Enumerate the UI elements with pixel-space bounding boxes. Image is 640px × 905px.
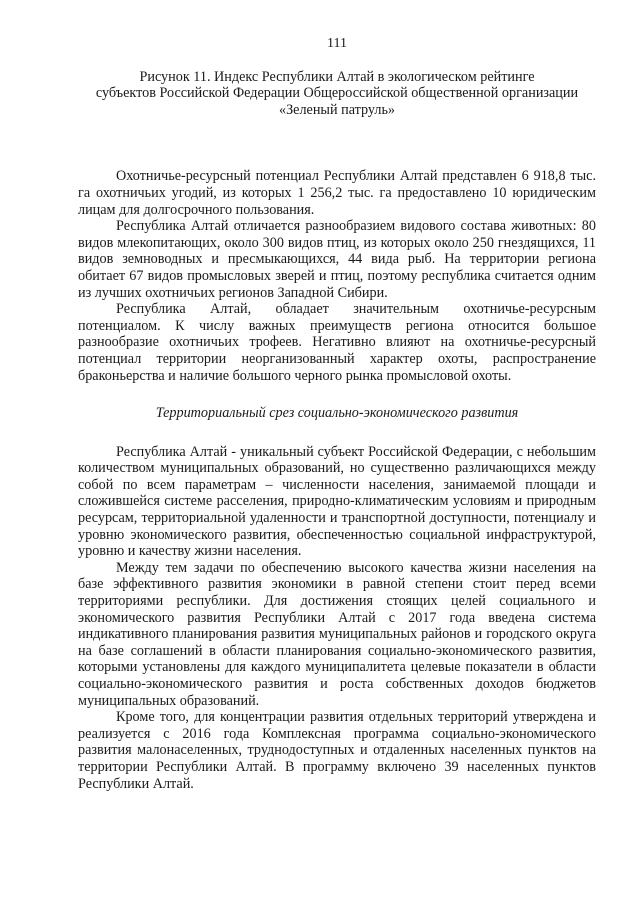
figure-caption-line-3: «Зеленый патруль» [278,101,396,118]
page-number: 111 [327,36,347,51]
section-title: Территориальный срез социально-экономического развития [155,405,519,422]
figure-caption-line-2: субъектов Российской Федерации Общероссийской общественной организации [95,85,579,102]
paragraph-complex-program: Кроме того, для концентрации развития отдельных территорий утверждена и реализуется с 2016 года Комплексная программа социально-экономического развития малонаселенных, труднодоступных и отдаленных населенных пунктов на территории Республики Алтай. В программу включено 39 населенных пунктов Республики Алтай. [78,709,596,792]
paragraph-unique-subject: Республика Алтай - уникальный субъект Российской Федерации, с небольшим количеством муниципальных образований, но существенно различающихся между собой по всем параметрам – численности населения, занимаемой площади и сложившейся системе расселения, природно-климатическим условиям и природным ресурсам, территориальной удаленности и транспортной доступности, потенциалу и уровню экономического развития, обеспеченностью социальной инфраструктурой, уровню и качеству жизни населения. [78,443,596,560]
paragraph-species-diversity: Республика Алтай отличается разнообразием видового состава животных: 80 видов млекопитающих, около 300 видов птиц, из которых около 250 гнездящихся, 11 видов земноводных и пресмыкающихся, 44 вида рыб. На территории региона обитает 67 видов промысловых зверей и птиц, поэтому республика считается одним из лучших охотничьих регионов Западной Сибири. [78,218,596,301]
figure-caption-line-1: Рисунок 11. Индекс Республики Алтай в экологическом рейтинге [139,68,535,85]
paragraph-hunting-potential: Охотничье-ресурсный потенциал Республики Алтай представлен 6 918,8 тыс. га охотничьих угодий, из которых 1 256,2 тыс. га предоставлено 10 юридическим лицам для долгосрочного пользования. [78,168,596,218]
figure-caption [78,69,596,119]
paragraph-hunting-trophies: Республика Алтай, обладает значительным охотничье-ресурсным потенциалом. К числу важных преимуществ региона относится большое разнообразие охотничьих трофеев. Негативно влияют на охотничье-ресурсный потенциал территории неорганизованный характер охоты, распространение браконьерства и наличие большого черного рынка промысловой охоты. [78,301,596,384]
paragraph-indicative-planning: Между тем задачи по обеспечению высокого качества жизни населения на базе эффективного развития экономики в равной степени стоит перед всеми территориями республики. Для достижения стоящих целей социального и экономического развития Республики Алтай с 2017 года введена система индикативного планирования развития муниципальных районов и городского округа на базе соглашений в области планирования социально-экономического развития, которыми установлены для каждого муниципалитета целевые показатели в области социально-экономического развития и роста собственных доходов бюджетов муниципальных образований. [78,559,596,709]
